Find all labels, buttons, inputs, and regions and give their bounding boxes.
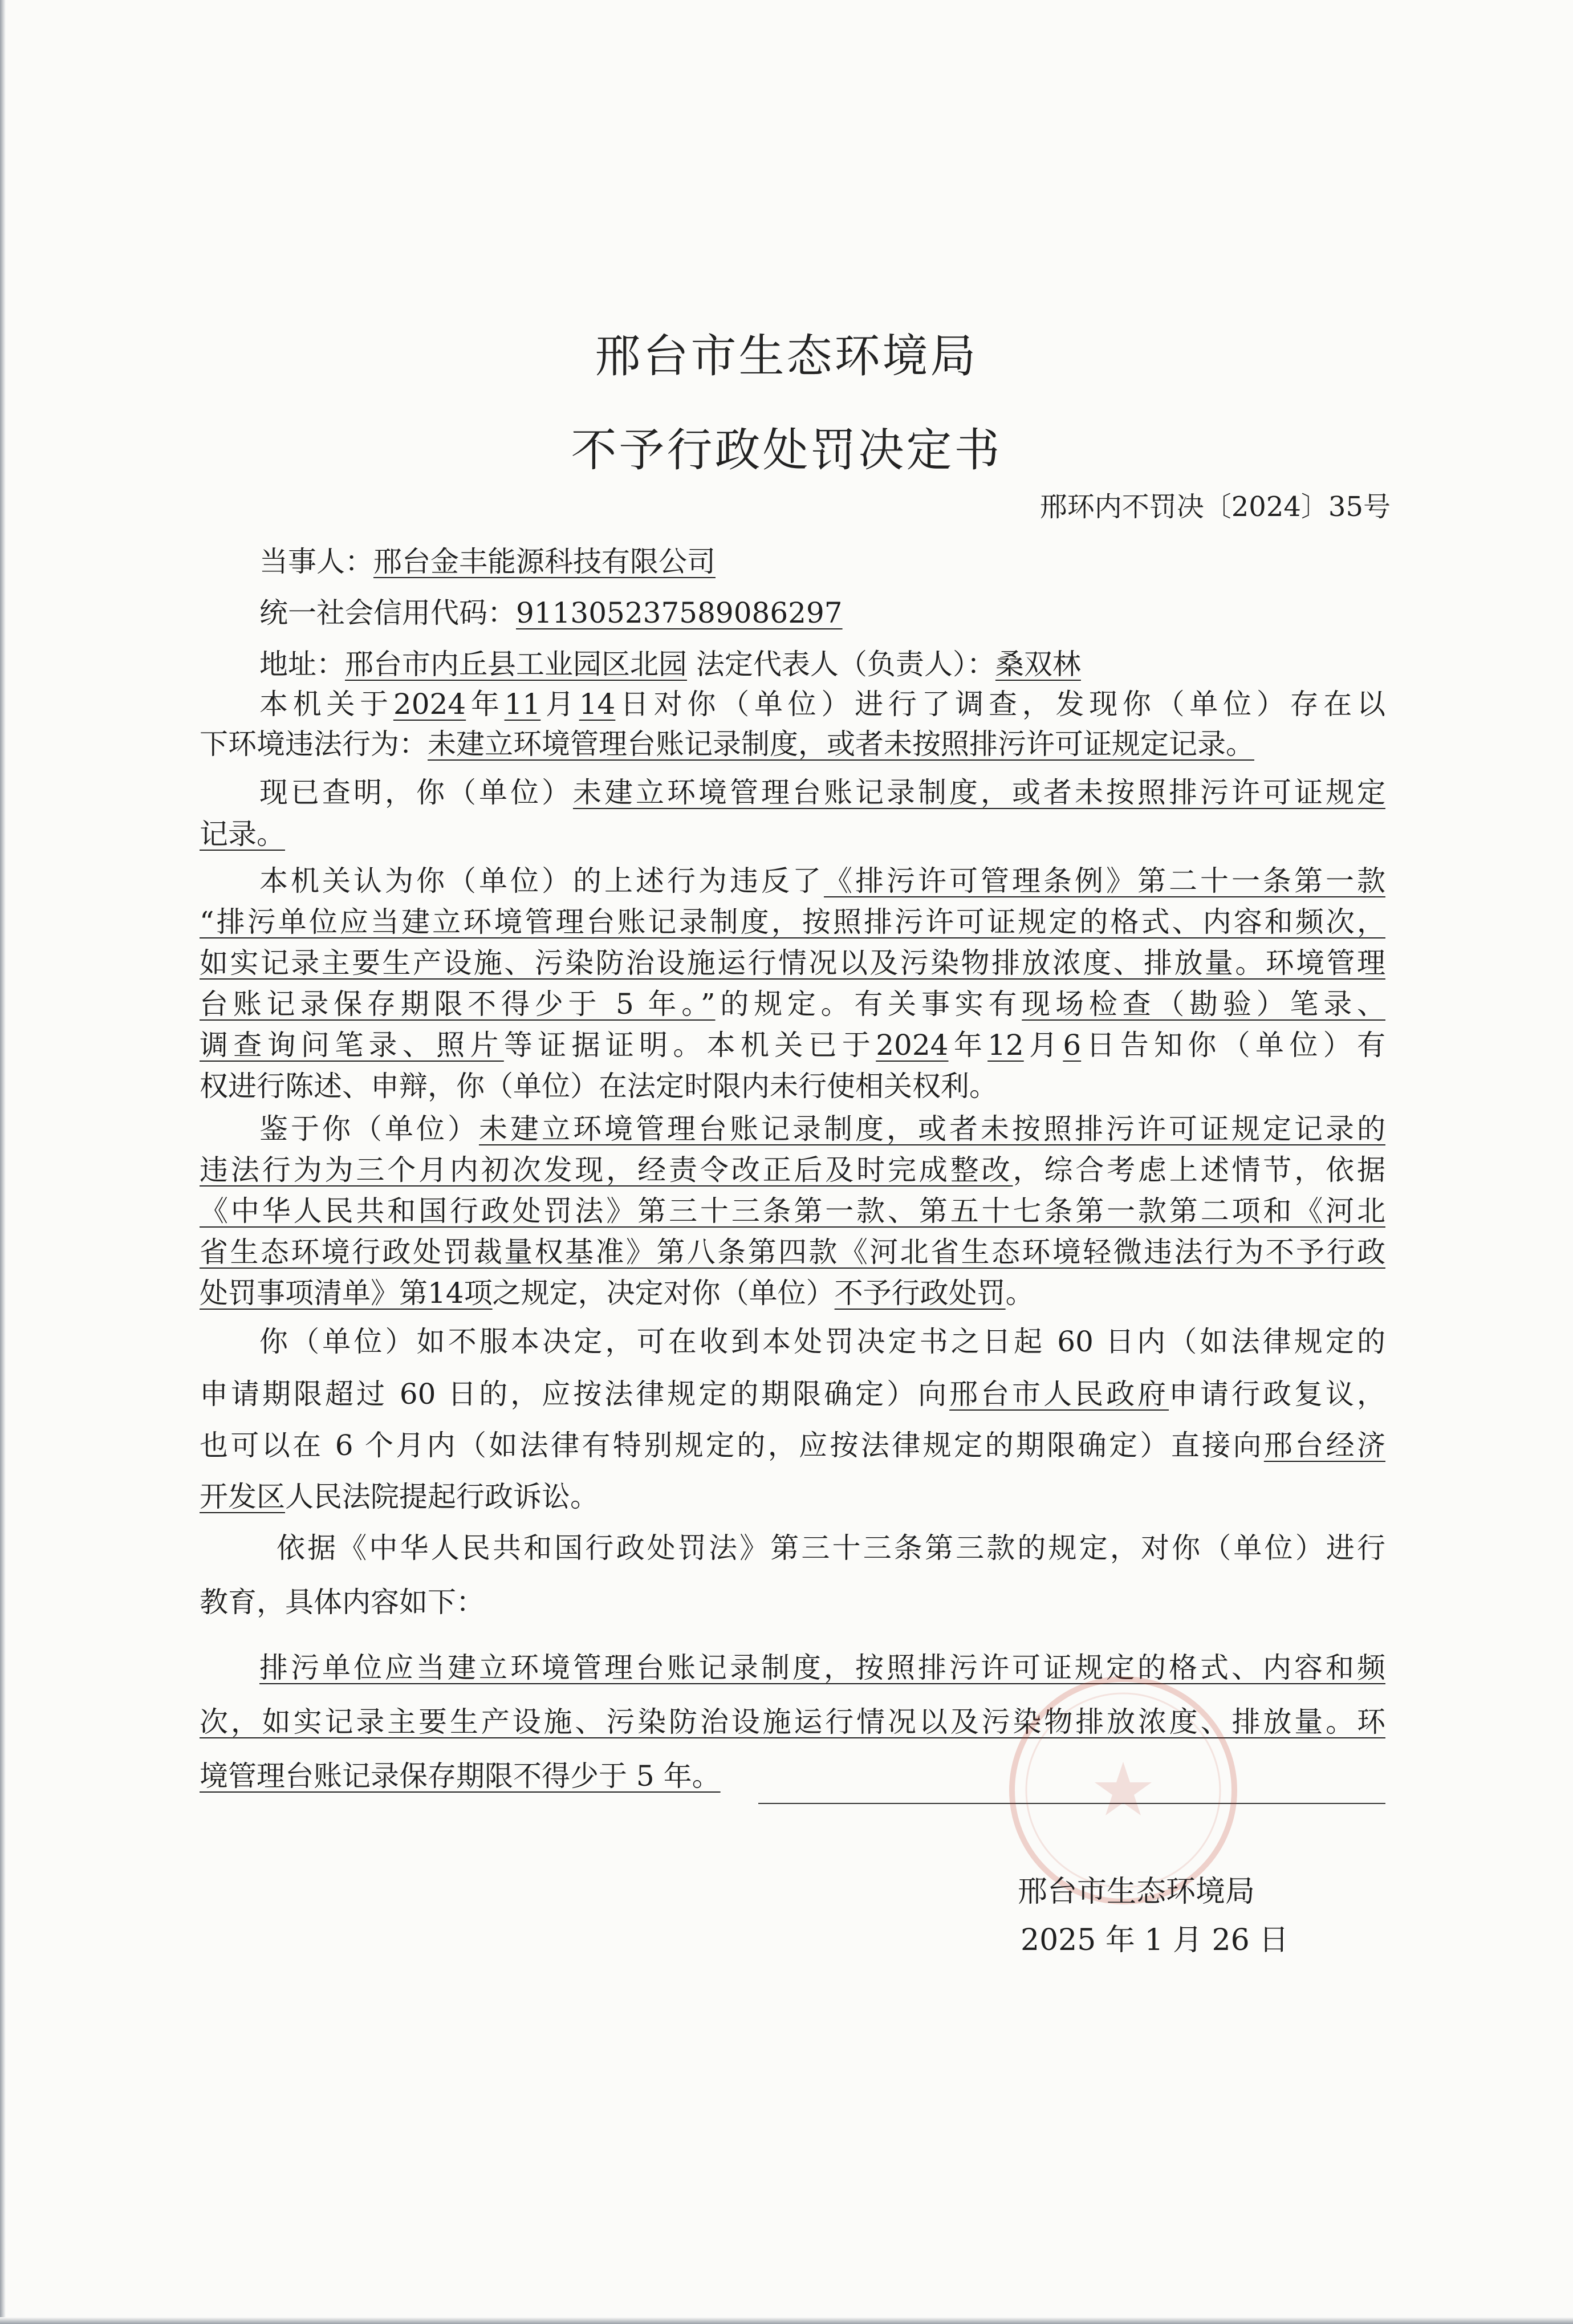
document-number: 邢环内不罚决〔2024〕35号 <box>1039 491 1391 523</box>
para5-line1: 你（单位）如不服本决定，可在收到本处罚决定书之日起 60 日内（如法律规定的 <box>259 1325 1385 1358</box>
text: 月 <box>540 688 579 721</box>
notice-month: 12 <box>987 1029 1024 1062</box>
para1-line2 <box>200 724 1254 764</box>
para4-line4 <box>200 1232 1385 1272</box>
signature-date: 2025 年 1 月 26 日 <box>1021 1923 1289 1957</box>
regulation-ref: 《排污许可管理条例》第二十一条第一款 <box>824 864 1385 897</box>
para4-line2 <box>200 1150 1385 1190</box>
text: 。 <box>1005 1277 1034 1310</box>
agency-title: 邢台市生态环境局 <box>595 330 978 383</box>
notice-day: 6 <box>1063 1029 1082 1062</box>
decision: 不予行政处罚 <box>834 1277 1006 1310</box>
education-text: 次，如实记录主要生产设施、污染防治设施运行情况以及污染物排放浓度、排放量。环 <box>200 1705 1385 1738</box>
text: 年 <box>948 1029 988 1062</box>
text: 本机关于 <box>259 688 393 721</box>
review-authority: 邢台市人民政府 <box>949 1378 1169 1411</box>
survey-month: 11 <box>504 688 541 721</box>
mitigation: 违法行为为三个月内初次发现，经责令改正后及时完成整改 <box>200 1153 1013 1187</box>
document-title: 不予行政处罚决定书 <box>571 424 1002 477</box>
text: 人民法院提起行政诉讼。 <box>285 1480 599 1513</box>
text: ，综合考虑上述情节，依据 <box>1013 1153 1386 1187</box>
text: 下环境违法行为： <box>200 728 428 761</box>
para4-line5 <box>200 1273 1034 1313</box>
survey-year: 2024 <box>393 688 466 721</box>
signature-agency: 邢台市生态环境局 <box>1018 1875 1255 1909</box>
text: 年 <box>466 688 505 721</box>
education-text: 境管理台账记录保存期限不得少于 5 年。 <box>200 1760 721 1793</box>
mitigation: 未建立环境管理台账记录制度，或者未按照排污许可证规定记录的 <box>479 1112 1385 1145</box>
education-line3 <box>200 1756 721 1796</box>
seal-star <box>1095 1762 1152 1815</box>
text: 的规定。有关事实有 <box>715 988 1022 1021</box>
party-name: 邢台金丰能源科技有限公司 <box>373 545 716 578</box>
para4-line1 <box>259 1109 1385 1149</box>
address-line <box>259 644 1081 684</box>
para1-line1 <box>259 684 1385 724</box>
legal-rep-label: 法定代表人（负责人）： <box>696 648 995 681</box>
regulation-quote: 如实记录主要生产设施、污染防治设施运行情况以及污染物排放浓度、排放量。环境管理 <box>200 946 1385 980</box>
court: 开发区 <box>200 1480 285 1513</box>
text: 申请期限超过 60 日的，应按法律规定的期限确定）向 <box>200 1378 950 1411</box>
para5-line2 <box>200 1374 1385 1414</box>
para3-line1 <box>259 861 1385 901</box>
regulation-quote: “排污单位应当建立环境管理台账记录制度，按照排污许可证规定的格式、内容和频次， <box>200 905 1385 938</box>
credit-code-value: 911305237589086297 <box>516 596 843 629</box>
court: 邢台经济 <box>1263 1429 1385 1462</box>
legal-rep-value: 桑双林 <box>995 648 1081 681</box>
text: 月 <box>1023 1029 1063 1062</box>
para6-line1: 依据《中华人民共和国行政处罚法》第三十三条第三款的规定，对你（单位）进行 <box>277 1531 1385 1565</box>
party-line <box>259 542 716 582</box>
text: 也可以在 6 个月内（如法律有特别规定的，应按法律规定的期限确定）直接向 <box>200 1429 1264 1462</box>
text: 鉴于你（单位） <box>259 1112 479 1145</box>
regulation-quote: 台账记录保存期限不得少于 5 年。” <box>200 988 716 1021</box>
text: 日告知你（单位）有 <box>1081 1029 1385 1062</box>
violation-summary: 未建立环境管理台账记录制度，或者未按照排污许可证规定记录。 <box>428 728 1254 761</box>
party-label: 当事人： <box>259 545 373 578</box>
para3-line4 <box>200 984 1385 1024</box>
address-label: 地址： <box>259 648 345 681</box>
education-text: 排污单位应当建立环境管理台账记录制度，按照排污许可证规定的格式、内容和频 <box>259 1651 1385 1684</box>
para5-line4 <box>200 1477 599 1517</box>
para5-line3 <box>200 1425 1385 1465</box>
survey-day: 14 <box>579 688 616 721</box>
text: 申请行政复议， <box>1169 1378 1385 1411</box>
text: 本机关认为你（单位）的上述行为违反了 <box>259 864 824 897</box>
evidence: 现场检查（勘验）笔录、 <box>1022 988 1385 1021</box>
scan-edge-bottom <box>0 2317 1573 2324</box>
para6-line2: 教育，具体内容如下： <box>200 1586 485 1619</box>
text: 日对你（单位）进行了调查，发现你（单位）存在以 <box>615 688 1386 721</box>
credit-code-line <box>259 593 843 633</box>
notice-year: 2024 <box>876 1029 949 1062</box>
address-value: 邢台市内丘县工业园区北园 <box>345 648 687 681</box>
evidence: 调查询问笔录、照片 <box>200 1029 504 1062</box>
para3-line5 <box>200 1025 1385 1065</box>
text: 之规定，决定对你（单位） <box>492 1277 835 1310</box>
text: 现已查明，你（单位） <box>259 776 573 809</box>
para2-line2 <box>200 814 285 854</box>
credit-code-label: 统一社会信用代码： <box>259 596 516 629</box>
para3-line3 <box>200 943 1385 983</box>
finding: 未建立环境管理台账记录制度，或者未按照排污许可证规定 <box>573 776 1385 809</box>
legal-basis: 《中华人民共和国行政处罚法》第三十三条第一款、第五十七条第一款第二项和《河北 <box>200 1194 1385 1228</box>
finding-cont: 记录。 <box>200 818 285 851</box>
legal-basis: 处罚事项清单》第14项 <box>200 1277 493 1310</box>
para4-line3 <box>200 1191 1385 1231</box>
para3-line2 <box>200 902 1385 942</box>
para2-line1 <box>259 773 1385 812</box>
legal-basis: 省生态环境行政处罚裁量权基准》第八条第四款《河北省生态环境轻微违法行为不予行政 <box>200 1236 1385 1269</box>
para3-line6: 权进行陈述、申辩，你（单位）在法定时限内未行使相关权利。 <box>200 1070 998 1103</box>
text: 等证据证明。本机关已于 <box>503 1029 876 1062</box>
